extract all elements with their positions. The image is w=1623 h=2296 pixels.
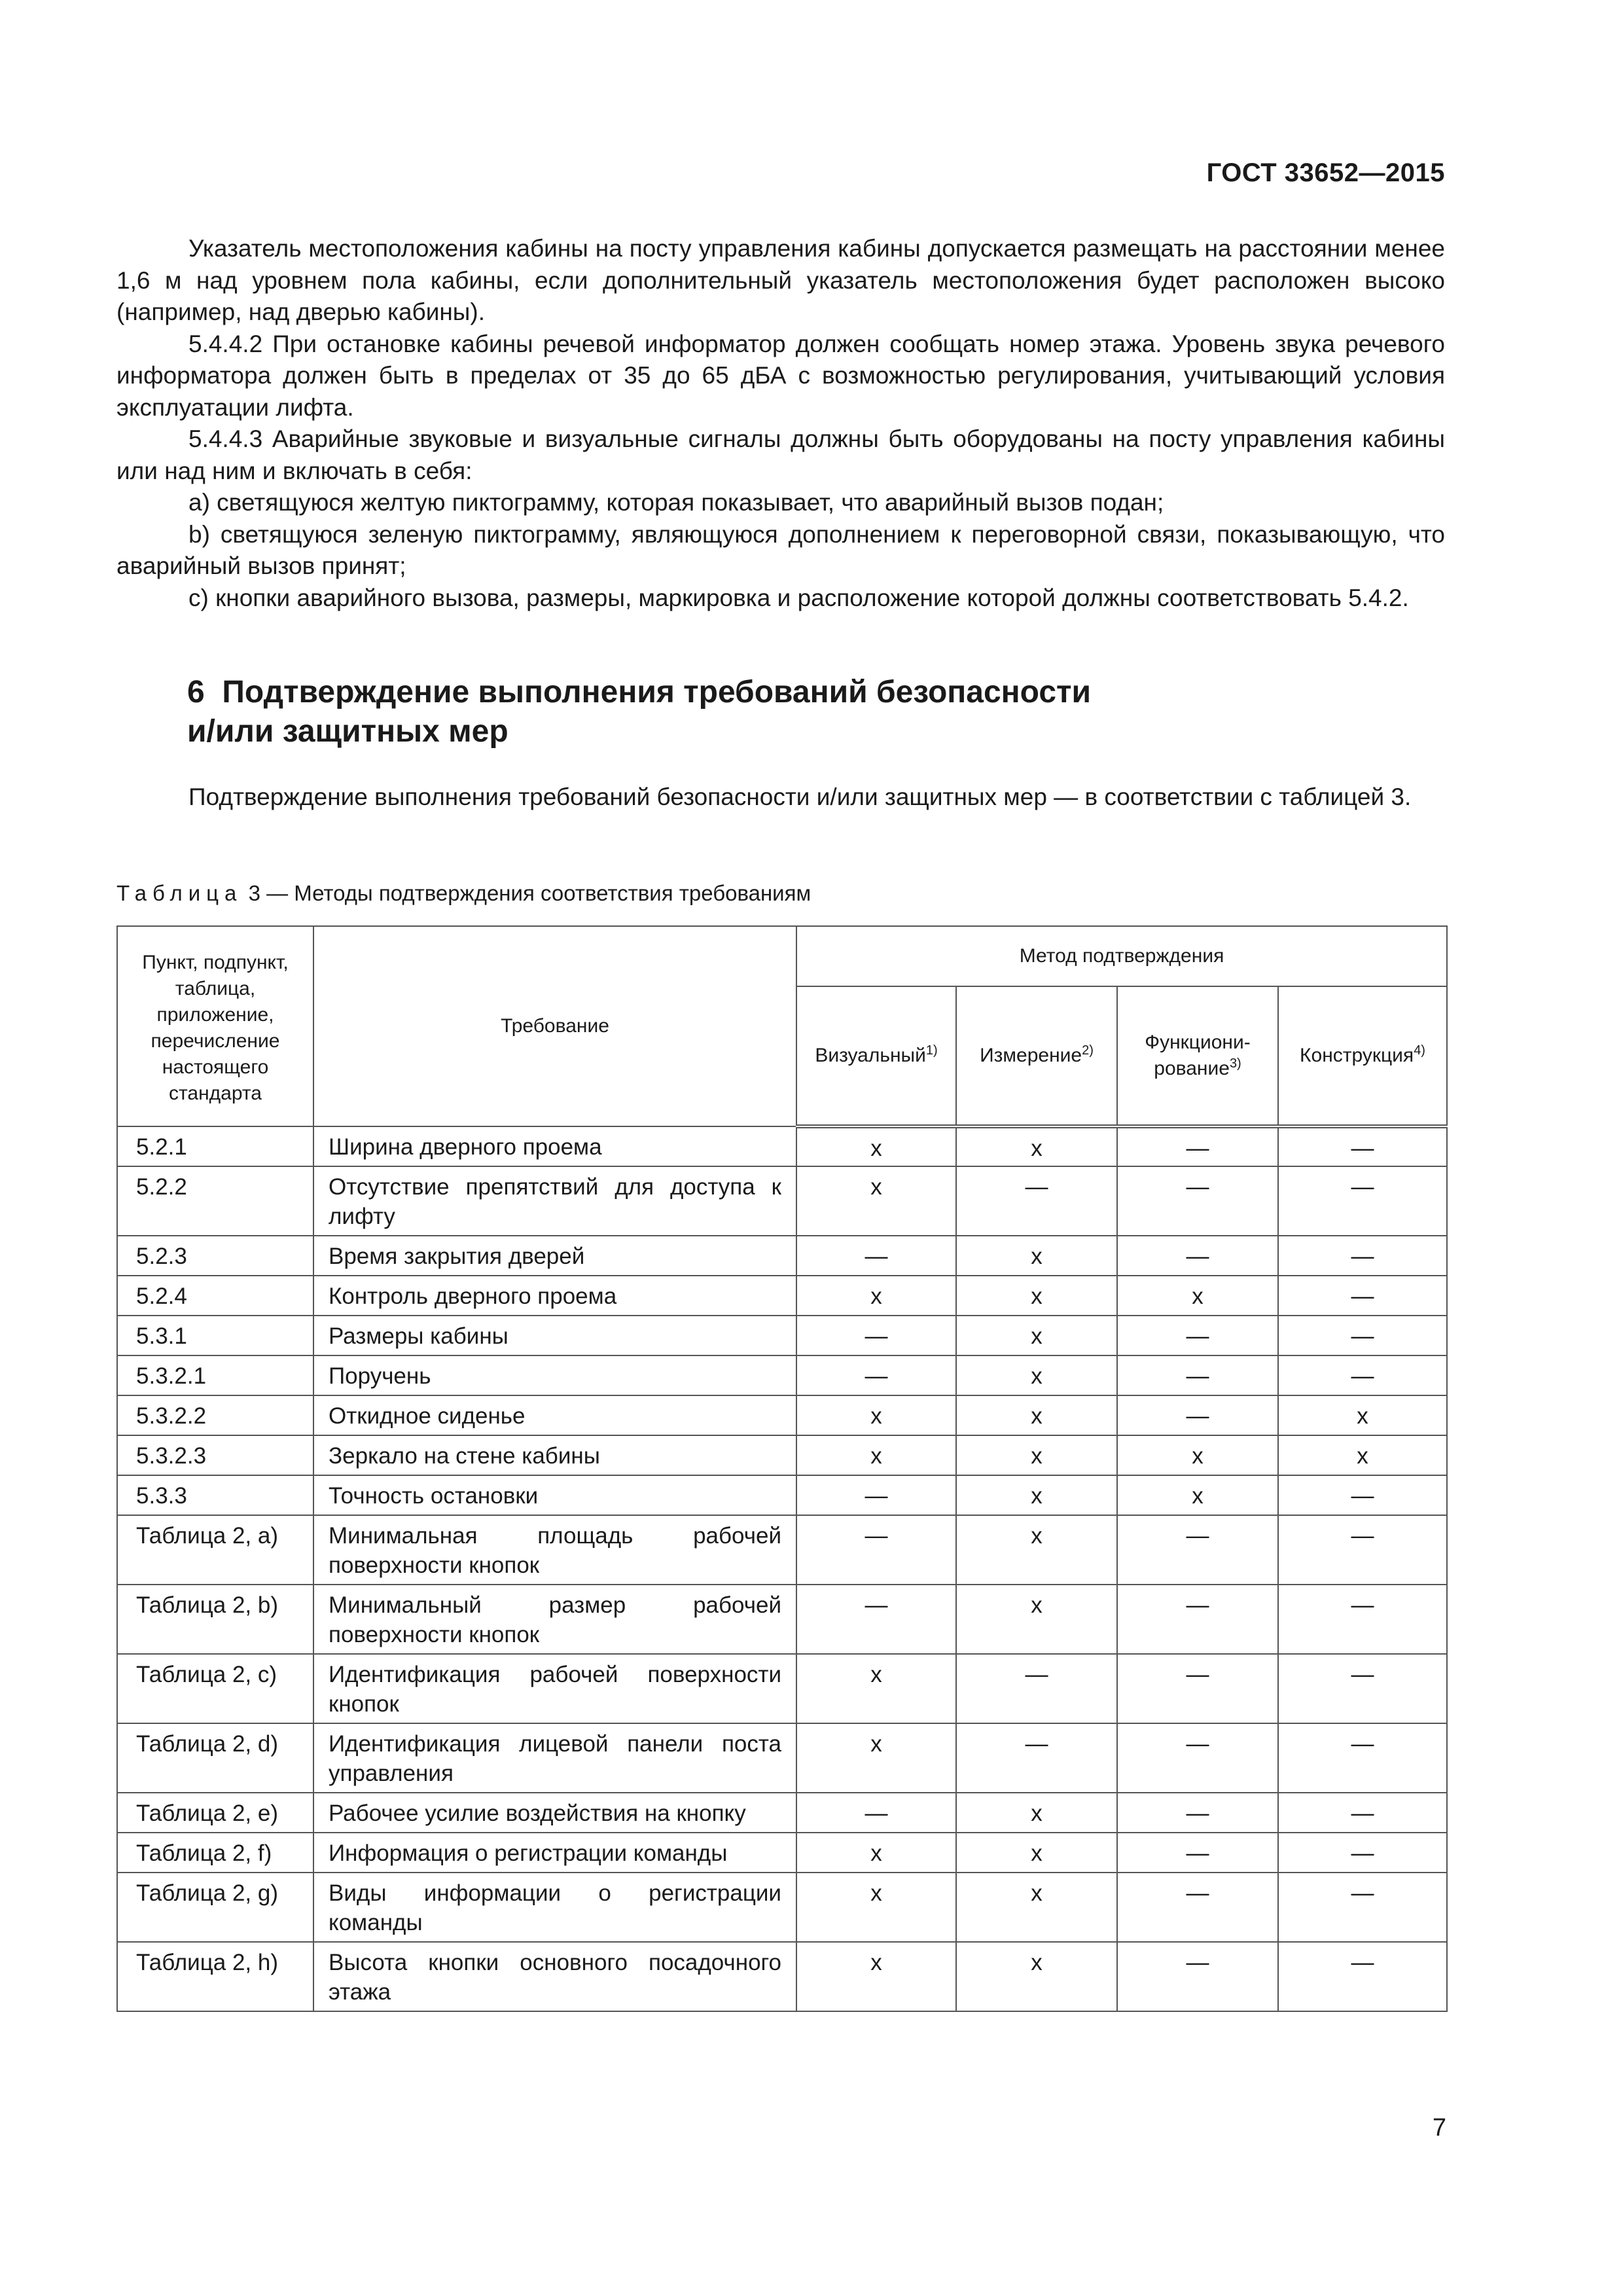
cell-measure: x xyxy=(956,1793,1117,1833)
cell-function: — xyxy=(1117,1236,1278,1276)
cell-requirement: Идентификация рабочей поверхности кнопок xyxy=(313,1654,796,1723)
cell-function: — xyxy=(1117,1355,1278,1395)
cell-measure: — xyxy=(956,1654,1117,1723)
header-measure: Измерение$^{2)}$ xyxy=(956,986,1117,1126)
document-id: ГОСТ 33652—2015 xyxy=(1206,158,1445,187)
cell-point: Таблица 2, f) xyxy=(117,1833,313,1873)
cell-function: — xyxy=(1117,1942,1278,2011)
cell-construction: — xyxy=(1278,1585,1447,1654)
cell-function: — xyxy=(1117,1585,1278,1654)
cell-construction: x xyxy=(1278,1435,1447,1475)
cell-requirement: Ширина дверного проема xyxy=(313,1126,796,1166)
header-requirement: Требование xyxy=(313,926,796,1126)
cell-requirement: Рабочее усилие воздействия на кнопку xyxy=(313,1793,796,1833)
header-construction: Конструкция$^{4)}$ xyxy=(1278,986,1447,1126)
cell-construction: — xyxy=(1278,1793,1447,1833)
cell-construction: — xyxy=(1278,1355,1447,1395)
cell-construction: — xyxy=(1278,1316,1447,1355)
header-visual: Визуальный$^{1)}$ xyxy=(796,986,956,1126)
cell-construction: — xyxy=(1278,1126,1447,1166)
cell-function: x xyxy=(1117,1475,1278,1515)
cell-visual: x xyxy=(796,1942,956,2011)
cell-measure: x xyxy=(956,1355,1117,1395)
cell-function: — xyxy=(1117,1126,1278,1166)
table-row xyxy=(117,1515,1447,1585)
cell-measure: x xyxy=(956,1395,1117,1435)
cell-requirement: Поручень xyxy=(313,1355,796,1395)
cell-measure: — xyxy=(956,1723,1117,1793)
table-row xyxy=(117,1873,1447,1942)
cell-point: 5.2.2 xyxy=(117,1166,313,1236)
table-row xyxy=(117,1166,1447,1236)
paragraph-5-4-4-2: 5.4.4.2 При остановке кабины речевой информатор должен сообщать номер этажа. Уровень звука речевого информатора должен быть в пределах от 35 до 65 дБА с возможностью регулирования, учитывающий условия эксплуатации лифта. xyxy=(116,330,1445,421)
cell-construction: — xyxy=(1278,1833,1447,1873)
cell-point: Таблица 2, a) xyxy=(117,1515,313,1585)
cell-measure: x xyxy=(956,1585,1117,1654)
cell-construction: — xyxy=(1278,1166,1447,1236)
cell-requirement: Высота кнопки основного посадочного этажа xyxy=(313,1942,796,2011)
cell-point: 5.3.2.2 xyxy=(117,1395,313,1435)
table-row xyxy=(117,1475,1447,1515)
table-row xyxy=(117,1585,1447,1654)
header-point: Пункт, подпункт, таблица, приложение, перечисление настоящего стандарта xyxy=(117,926,313,1126)
cell-function: — xyxy=(1117,1723,1278,1793)
cell-construction: — xyxy=(1278,1873,1447,1942)
section-intro: Подтверждение выполнения требований безопасности и/или защитных мер — в соответствии с таблицей 3. xyxy=(188,783,1412,810)
cell-measure: — xyxy=(956,1166,1117,1236)
cell-measure: x xyxy=(956,1942,1117,2011)
list-item-a: a) светящуюся желтую пиктограмму, которая показывает, что аварийный вызов подан; xyxy=(188,489,1164,516)
cell-point: Таблица 2, e) xyxy=(117,1793,313,1833)
cell-visual: x xyxy=(796,1435,956,1475)
table-row xyxy=(117,1395,1447,1435)
cell-measure: x xyxy=(956,1833,1117,1873)
cell-measure: x xyxy=(956,1435,1117,1475)
cell-function: x xyxy=(1117,1276,1278,1316)
table-row xyxy=(117,1355,1447,1395)
methods-table xyxy=(116,925,1448,2012)
table-row xyxy=(117,1236,1447,1276)
cell-visual: x xyxy=(796,1166,956,1236)
table-row xyxy=(117,1793,1447,1833)
cell-measure: x xyxy=(956,1316,1117,1355)
cell-visual: x xyxy=(796,1126,956,1166)
cell-point: 5.2.4 xyxy=(117,1276,313,1316)
cell-construction: x xyxy=(1278,1395,1447,1435)
section-title-line1: Подтверждение выполнения требований безопасности xyxy=(222,675,1092,709)
table-row xyxy=(117,1316,1447,1355)
cell-measure: x xyxy=(956,1515,1117,1585)
cell-point: Таблица 2, h) xyxy=(117,1942,313,2011)
cell-visual: — xyxy=(796,1585,956,1654)
table-caption xyxy=(116,881,811,906)
cell-requirement: Информация о регистрации команды xyxy=(313,1833,796,1873)
table-caption-text: 3 — Методы подтверждения соответствия требованиям xyxy=(248,881,812,905)
cell-construction: — xyxy=(1278,1475,1447,1515)
table-row xyxy=(117,1126,1447,1166)
header-function: Функциони- рование$^{3)}$ xyxy=(1117,986,1278,1126)
cell-requirement: Отсутствие препятствий для доступа к лифту xyxy=(313,1166,796,1236)
cell-requirement: Точность остановки xyxy=(313,1475,796,1515)
cell-function: — xyxy=(1117,1395,1278,1435)
table-body xyxy=(117,1126,1447,2011)
cell-requirement: Размеры кабины xyxy=(313,1316,796,1355)
paragraph-cabin-indicator: Указатель местоположения кабины на посту управления кабины допускается размещать на расстоянии менее 1,6 м над уровнем пола кабины, если дополнительный указатель местоположения будет расположен высоко (например, над дверью кабины). xyxy=(116,235,1445,325)
table-row xyxy=(117,1942,1447,2011)
cell-point: 5.3.3 xyxy=(117,1475,313,1515)
header-method: Метод подтверждения xyxy=(796,926,1447,986)
cell-visual: x xyxy=(796,1395,956,1435)
cell-visual: — xyxy=(796,1316,956,1355)
cell-construction: — xyxy=(1278,1236,1447,1276)
cell-point: Таблица 2, d) xyxy=(117,1723,313,1793)
cell-point: Таблица 2, c) xyxy=(117,1654,313,1723)
table-row xyxy=(117,1833,1447,1873)
cell-measure: x xyxy=(956,1236,1117,1276)
cell-function: — xyxy=(1117,1515,1278,1585)
table-row xyxy=(117,1435,1447,1475)
table-row xyxy=(117,1654,1447,1723)
cell-visual: — xyxy=(796,1515,956,1585)
cell-point: 5.2.3 xyxy=(117,1236,313,1276)
cell-measure: x xyxy=(956,1475,1117,1515)
cell-visual: x xyxy=(796,1873,956,1942)
table-row xyxy=(117,1723,1447,1793)
cell-visual: x xyxy=(796,1833,956,1873)
page-number: 7 xyxy=(1432,2114,1446,2142)
cell-construction: — xyxy=(1278,1276,1447,1316)
cell-visual: x xyxy=(796,1654,956,1723)
cell-function: — xyxy=(1117,1873,1278,1942)
list-item-c: c) кнопки аварийного вызова, размеры, маркировка и расположение которой должны соответствовать 5.4.2. xyxy=(188,584,1409,611)
section-number: 6 xyxy=(187,675,205,709)
cell-visual: — xyxy=(796,1355,956,1395)
section-title xyxy=(187,673,1365,751)
cell-point: Таблица 2, b) xyxy=(117,1585,313,1654)
cell-construction: — xyxy=(1278,1515,1447,1585)
table-row xyxy=(117,1276,1447,1316)
cell-requirement: Откидное сиденье xyxy=(313,1395,796,1435)
cell-requirement: Зеркало на стене кабины xyxy=(313,1435,796,1475)
cell-measure: x xyxy=(956,1276,1117,1316)
list-item-b: b) светящуюся зеленую пиктограмму, являющуюся дополнением к переговорной связи, показывающую, что аварийный вызов принят; xyxy=(116,520,1445,579)
cell-point: Таблица 2, g) xyxy=(117,1873,313,1942)
cell-measure: x xyxy=(956,1873,1117,1942)
paragraph-5-4-4-3: 5.4.4.3 Аварийные звуковые и визуальные сигналы должны быть оборудованы на посту управления кабины или над ним и включать в себя: xyxy=(116,425,1445,484)
cell-visual: x xyxy=(796,1723,956,1793)
cell-point: 5.3.2.3 xyxy=(117,1435,313,1475)
cell-requirement: Минимальный размер рабочей поверхности кнопок xyxy=(313,1585,796,1654)
cell-function: — xyxy=(1117,1654,1278,1723)
cell-function: — xyxy=(1117,1316,1278,1355)
cell-requirement: Минимальная площадь рабочей поверхности кнопок xyxy=(313,1515,796,1585)
cell-requirement: Контроль дверного проема xyxy=(313,1276,796,1316)
cell-requirement: Виды информации о регистрации команды xyxy=(313,1873,796,1942)
cell-point: 5.3.1 xyxy=(117,1316,313,1355)
cell-construction: — xyxy=(1278,1723,1447,1793)
cell-construction: — xyxy=(1278,1942,1447,2011)
table-caption-word: Таблица xyxy=(116,881,243,905)
section-title-line2: и/или защитных мер xyxy=(187,714,508,749)
cell-measure: x xyxy=(956,1126,1117,1166)
cell-function: — xyxy=(1117,1793,1278,1833)
cell-visual: — xyxy=(796,1475,956,1515)
body-text xyxy=(116,233,1445,614)
cell-point: 5.3.2.1 xyxy=(117,1355,313,1395)
cell-visual: — xyxy=(796,1793,956,1833)
cell-requirement: Время закрытия дверей xyxy=(313,1236,796,1276)
cell-point: 5.2.1 xyxy=(117,1126,313,1166)
cell-visual: — xyxy=(796,1236,956,1276)
cell-visual: x xyxy=(796,1276,956,1316)
cell-construction: — xyxy=(1278,1654,1447,1723)
cell-function: x xyxy=(1117,1435,1278,1475)
cell-function: — xyxy=(1117,1166,1278,1236)
cell-function: — xyxy=(1117,1833,1278,1873)
cell-requirement: Идентификация лицевой панели поста управления xyxy=(313,1723,796,1793)
